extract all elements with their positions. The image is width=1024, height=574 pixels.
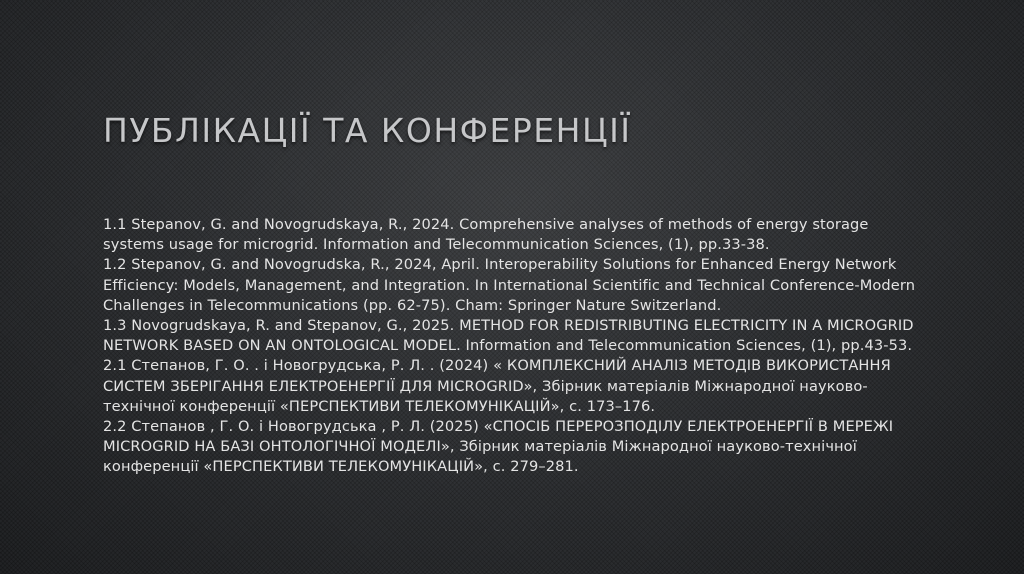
reference-item: 1.3 Novogrudskaya, R. and Stepanov, G., 2025. METHOD FOR REDISTRIBUTING ELECTRICITY IN A MICROGRID NETWORK BASED ON AN ONTOLOGICAL MODEL. Information and Telecommunication Sciences, (1), pp.43-53.	[103, 317, 914, 355]
slide-title: ПУБЛІКАЦІЇ ТА КОНФЕРЕНЦІЇ	[103, 111, 632, 150]
reference-item: 1.2 Stepanov, G. and Novogrudska, R., 2024, April. Interoperability Solutions for Enhanced Energy Network Efficiency: Models, Management, and Integration. In International Scientific and Technical Conference-Modern Challenges in Telecommunications (pp. 62-75). Cham: Springer Nature Switzerland.	[103, 256, 916, 314]
reference-item: 2.2 Степанов , Г. О. і Новогрудська , Р. Л. (2025) «СПОСІБ ПЕРЕРОЗПОДІЛУ ЕЛЕКТРОЕНЕРГІЇ В МЕРЕЖІ MICROGRID НА БАЗІ ОНТОЛОГІЧНОЇ МОДЕЛІ», Збірник матеріалів Міжнародної науково-технічної конференції «ПЕРСПЕКТИВИ ТЕЛЕКОМУНІКАЦІЙ», с. 279–281.	[103, 418, 894, 476]
references-list	[103, 215, 933, 478]
reference-item: 2.1 Степанов, Г. О. . і Новогрудська, Р. Л. . (2024) « КОМПЛЕКСНИЙ АНАЛІЗ МЕТОДІВ ВИКОРИСТАННЯ СИСТЕМ ЗБЕРІГАННЯ ЕЛЕКТРОЕНЕРГІЇ ДЛЯ MICROGRID», Збірник матеріалів Міжнародної науково-технічної конференції «ПЕРСПЕКТИВИ ТЕЛЕКОМУНІКАЦІЙ», с. 173–176.	[103, 357, 891, 415]
reference-item: 1.1 Stepanov, G. and Novogrudskaya, R., 2024. Comprehensive analyses of methods of energy storage systems usage for microgrid. Information and Telecommunication Sciences, (1), pp.33-38.	[103, 216, 869, 254]
